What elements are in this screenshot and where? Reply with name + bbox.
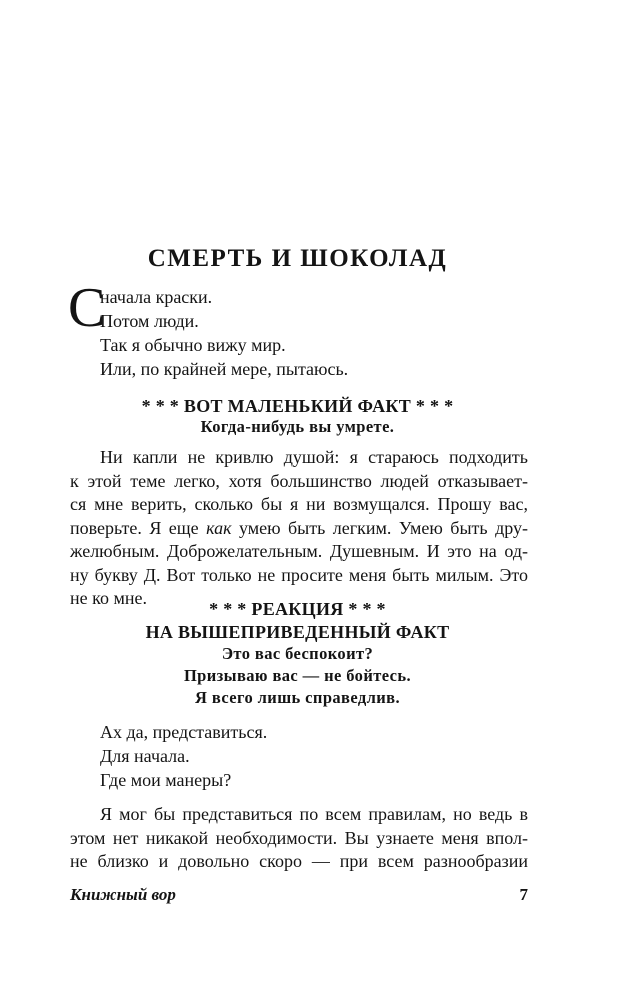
fact-heading: * * * ВОТ МАЛЕНЬКИЙ ФАКТ * * *	[141, 396, 454, 416]
intro-line: Так я обычно вижу мир.	[100, 335, 286, 355]
intro-line: начала краски.	[100, 287, 213, 307]
fact-body: Когда-нибудь вы умрете.	[200, 417, 395, 436]
paragraph-line: Ни капли не кривлю душой: я стараюсь подходить	[100, 447, 528, 467]
paragraph-line: не ко мне.	[70, 588, 147, 608]
paragraph-2-line: Где мои манеры?	[100, 770, 232, 790]
paragraph-line: желюбным. Доброжелательным. Душевным. И это на од-	[70, 541, 528, 561]
italic-word: как	[206, 517, 232, 538]
paragraph-line	[70, 517, 528, 541]
reaction-heading: * * * РЕАКЦИЯ * * *	[209, 599, 386, 619]
chapter-title: СМЕРТЬ И ШОКОЛАД	[147, 245, 448, 272]
page-number: 7	[519, 885, 528, 904]
paragraph-line: не близко и довольно скоро — при всем разнообразии	[70, 851, 528, 871]
line-part: умею быть легким. Умею быть дру-	[238, 517, 528, 538]
intro-line: Или, по крайней мере, пытаюсь.	[100, 359, 349, 379]
paragraph-line: к этой теме легко, хотя большинство людей отказывает-	[70, 470, 528, 491]
paragraph-line: Я мог бы представиться по всем правилам, но ведь в	[100, 804, 528, 824]
running-footer-title: Книжный вор	[70, 885, 176, 904]
reaction-line: Призываю вас — не бойтесь.	[183, 666, 412, 685]
paragraph-2-line: Для начала.	[100, 746, 190, 766]
intro-line: Потом люди.	[100, 311, 199, 331]
paragraph-2-line: Ах да, представиться.	[100, 722, 268, 742]
drop-cap: С	[68, 277, 106, 339]
reaction-line: Я всего лишь справедлив.	[194, 688, 401, 707]
paragraph-line: ну букву Д. Вот только не просите меня быть милым. Это	[70, 564, 528, 585]
paragraph-1	[70, 446, 528, 611]
paragraph-3	[70, 803, 528, 874]
paragraph-line: ся мне верить, сколько бы я ни возмущался. Прошу вас,	[70, 494, 528, 514]
paragraph-line: этом нет никакой необходимости. Вы узнаете меня впол-	[70, 827, 528, 848]
reaction-subheading: НА ВЫШЕПРИВЕДЕННЫЙ ФАКТ	[145, 622, 450, 642]
reaction-line: Это вас беспокоит?	[221, 644, 374, 663]
line-part: поверьте. Я еще	[70, 517, 207, 538]
